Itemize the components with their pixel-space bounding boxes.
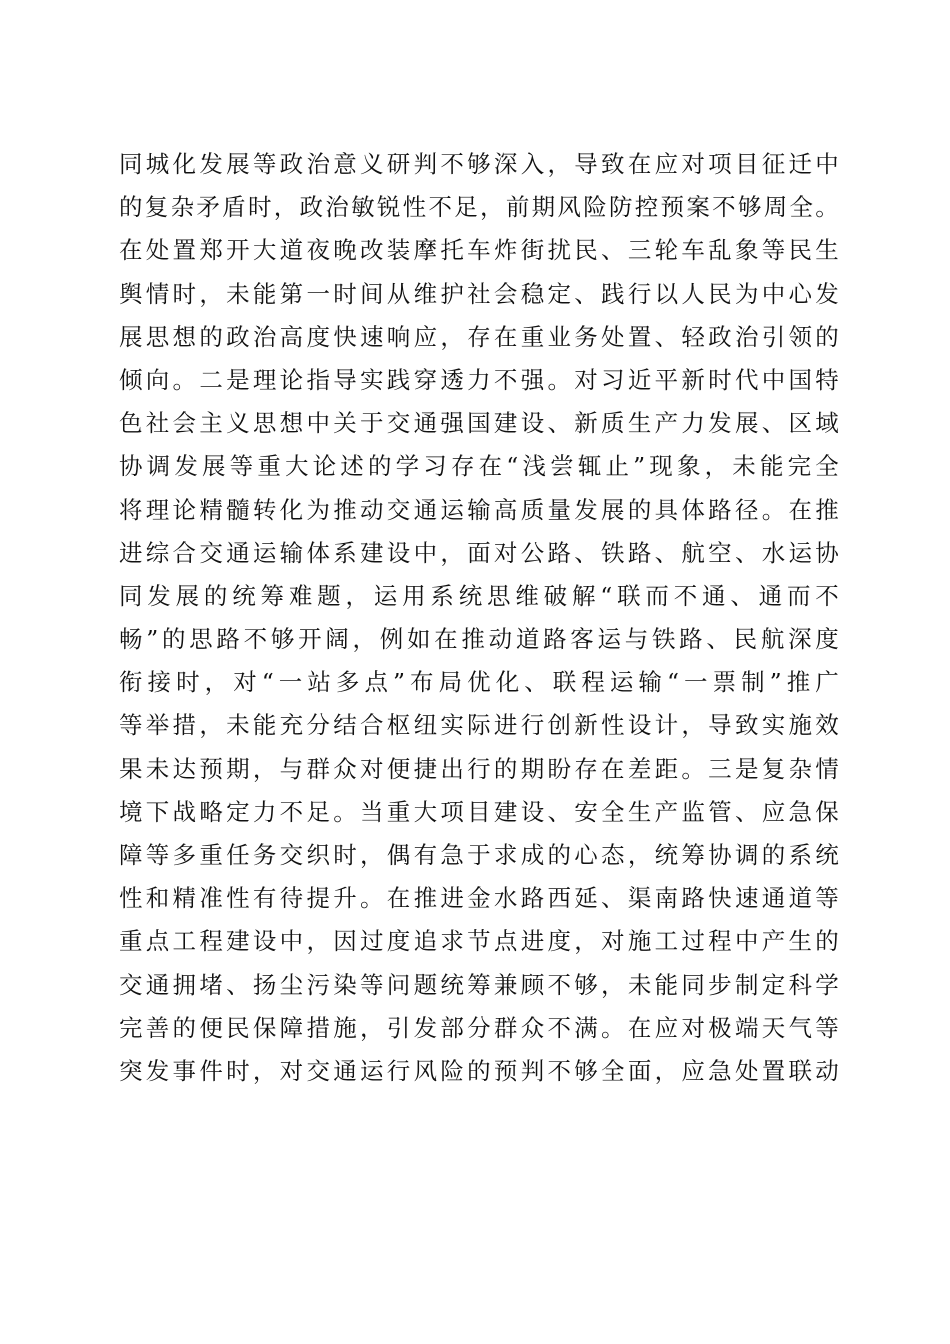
text-line-14: 等举措，未能充分结合枢纽实际进行创新性设计，导致实施效 <box>119 711 839 740</box>
text-line-8: 协调发展等重大论述的学习存在“浅尝辄止”现象，未能完全 <box>119 452 839 481</box>
text-line-19: 重点工程建设中，因过度追求节点进度，对施工过程中产生的 <box>119 927 839 956</box>
text-line-15: 果未达预期，与群众对便捷出行的期盼存在差距。三是复杂情 <box>119 754 839 783</box>
text-line-22: 突发事件时，对交通运行风险的预判不够全面，应急处置联动 <box>119 1056 839 1085</box>
text-line-9: 将理论精髓转化为推动交通运输高质量发展的具体路径。在推 <box>119 495 839 524</box>
text-line-2: 的复杂矛盾时，政治敏锐性不足，前期风险防控预案不够周全。 <box>119 193 839 222</box>
text-line-1: 同城化发展等政治意义研判不够深入，导致在应对项目征迁中 <box>119 150 839 178</box>
text-line-10: 进综合交通运输体系建设中，面对公路、铁路、航空、水运协 <box>119 538 839 567</box>
text-line-5: 展思想的政治高度快速响应，存在重业务处置、轻政治引领的 <box>119 322 839 351</box>
text-line-4: 舆情时，未能第一时间从维护社会稳定、践行以人民为中心发 <box>119 279 839 308</box>
body-paragraph <box>119 143 839 1093</box>
text-line-12: 畅”的思路不够开阔，例如在推动道路客运与铁路、民航深度 <box>119 625 839 654</box>
text-line-16: 境下战略定力不足。当重大项目建设、安全生产监管、应急保 <box>119 797 839 826</box>
text-line-13: 衔接时，对“一站多点”布局优化、联程运输“一票制”推广 <box>119 668 839 697</box>
text-line-17: 障等多重任务交织时，偶有急于求成的心态，统筹协调的系统 <box>119 841 839 869</box>
text-line-21: 完善的便民保障措施，引发部分群众不满。在应对极端天气等 <box>119 1013 839 1042</box>
text-line-18: 性和精准性有待提升。在推进金水路西延、渠南路快速通道等 <box>119 884 839 913</box>
text-line-3: 在处置郑开大道夜晚改装摩托车炸街扰民、三轮车乱象等民生 <box>119 236 839 265</box>
text-line-7: 色社会主义思想中关于交通强国建设、新质生产力发展、区域 <box>119 409 839 438</box>
text-line-20: 交通拥堵、扬尘污染等问题统筹兼顾不够，未能同步制定科学 <box>119 970 839 999</box>
text-line-6: 倾向。二是理论指导实践穿透力不强。对习近平新时代中国特 <box>119 365 839 394</box>
text-line-11: 同发展的统筹难题，运用系统思维破解“联而不通、通而不 <box>119 581 839 610</box>
